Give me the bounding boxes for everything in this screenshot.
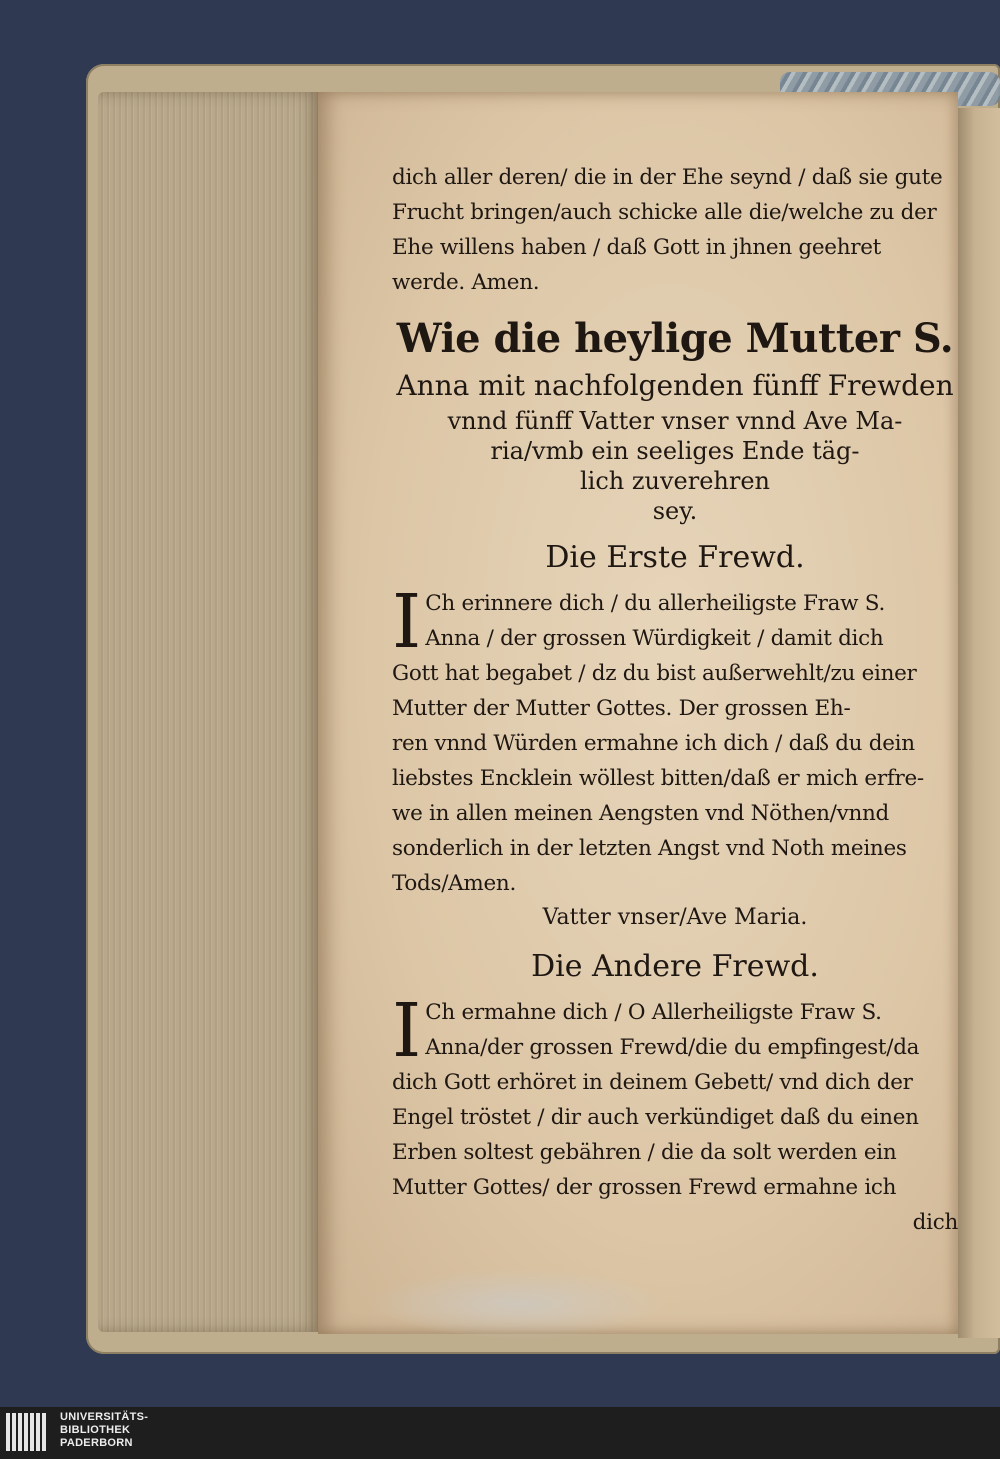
continuation-paragraph	[392, 160, 958, 300]
footer-bar	[0, 1407, 1000, 1459]
text-line: liebstes Encklein wöllest bitten/daß er mich erfre-	[392, 766, 924, 791]
text-line: dich aller deren/ die in der Ehe seynd / daß sie gute	[392, 165, 943, 190]
text-line: Erben soltest gebähren / die da solt werden ein	[392, 1140, 897, 1165]
library-name-line: UNIVERSITÄTS-	[60, 1411, 149, 1423]
title-line: Wie die heylige Mutter S.	[396, 315, 954, 362]
page-edges	[98, 92, 320, 1332]
title-line: vnnd fünff Vatter vnser vnnd Ave Ma-	[447, 407, 903, 435]
text-line: sonderlich in der letzten Angst vnd Noth meines	[392, 836, 907, 861]
section-heading: Die Andere Frewd.	[531, 949, 819, 984]
text-line: we in allen meinen Aengsten vnd Nöthen/vnnd	[392, 801, 890, 826]
title-line: ria/vmb ein seeliges Ende täg-	[490, 437, 860, 465]
text-line: ren vnnd Würden ermahne ich dich / daß du dein	[392, 731, 915, 756]
facing-page-edge	[958, 108, 1000, 1338]
library-logo-icon	[6, 1413, 52, 1451]
section-paragraph	[392, 988, 958, 1240]
text-line: Ch ermahne dich / O Allerheiligste Fraw S.	[425, 1000, 882, 1025]
prayer-line: Vatter vnser/Ave Maria.	[542, 905, 808, 930]
text-line: Engel tröstet / dir auch verkündiget daß du einen	[392, 1105, 919, 1130]
drop-cap: I	[392, 988, 422, 1074]
library-name-line: PADERBORN	[60, 1437, 133, 1449]
title-line: Anna mit nachfolgenden fünff Frewden	[396, 369, 954, 402]
text-line: Gott hat begabet / dz du bist außerwehlt/zu einer	[392, 661, 917, 686]
section-heading: Die Erste Frewd.	[545, 540, 805, 575]
text-line: dich Gott erhöret in deinem Gebett/ vnd dich der	[392, 1070, 913, 1095]
text-line: Anna / der grossen Würdigkeit / damit dich	[425, 626, 884, 651]
text-line: Ch erinnere dich / du allerheiligste Fraw S.	[425, 591, 885, 616]
text-line: Mutter Gottes/ der grossen Frewd ermahne ich	[392, 1175, 897, 1200]
section-paragraph	[392, 579, 958, 935]
page-text	[392, 160, 958, 1240]
text-line: Tods/Amen.	[392, 871, 516, 896]
text-line: Frucht bringen/auch schicke alle die/welche zu der	[392, 200, 937, 225]
title-line: sey.	[652, 497, 698, 525]
text-line: Ehe willens haben / daß Gott in jhnen geehret	[392, 235, 882, 260]
library-name-line: BIBLIOTHEK	[60, 1424, 131, 1436]
text-line: werde. Amen.	[392, 270, 540, 295]
text-line: Mutter der Mutter Gottes. Der grossen Eh-	[392, 696, 851, 721]
prayer-title	[392, 312, 958, 526]
title-line: lich zuverehren	[579, 467, 770, 495]
drop-cap: I	[392, 579, 422, 665]
library-name	[60, 1411, 148, 1450]
catchword: dich	[912, 1210, 958, 1235]
text-line: Anna/der grossen Frewd/die du empfingest/da	[425, 1035, 920, 1060]
